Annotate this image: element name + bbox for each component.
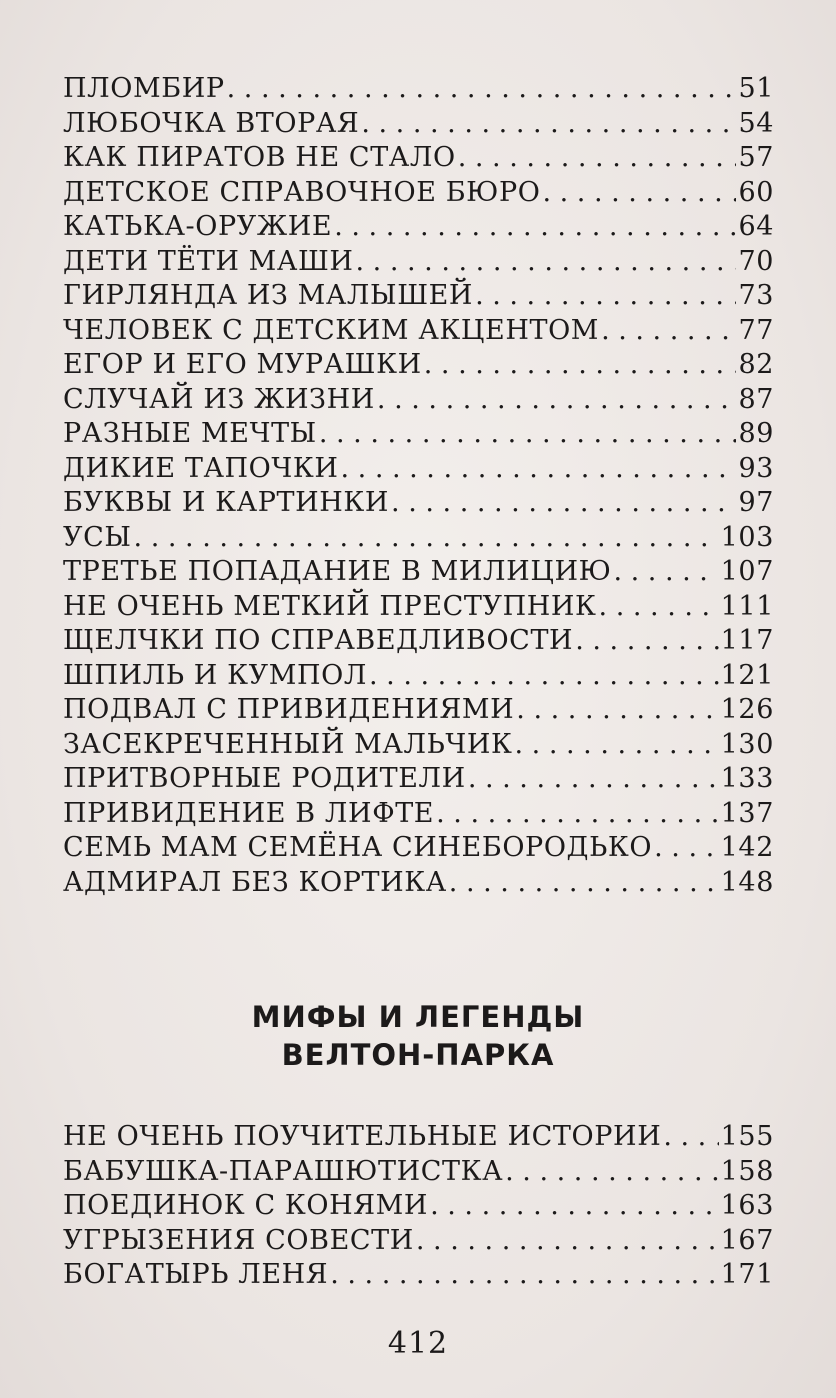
- toc-entry-title: ДЕТСКОЕ СПРАВОЧНОЕ БЮРО: [63, 176, 541, 208]
- toc-entry-page: 54: [738, 107, 774, 139]
- toc-entry-page: 137: [720, 797, 774, 829]
- toc-entry-page: 142: [720, 832, 774, 863]
- toc-entry: [63, 831, 774, 866]
- toc-entry-title: ЗАСЕКРЕЧЕННЫЙ МАЛЬЧИК: [63, 728, 513, 760]
- toc-entry: [63, 728, 774, 763]
- toc-entry: [63, 245, 774, 280]
- toc-entry: [63, 314, 774, 349]
- toc-entry: [63, 797, 774, 832]
- toc-entry-title: ТРЕТЬЕ ПОПАДАНИЕ В МИЛИЦИЮ: [63, 556, 612, 587]
- toc-entry-title: УСЫ: [63, 521, 132, 553]
- toc-entry-title: ЕГОР И ЕГО МУРАШКИ: [63, 349, 422, 380]
- leader-dots: [663, 1120, 718, 1155]
- leader-dots: [369, 659, 719, 694]
- toc-entry: [63, 1189, 774, 1224]
- toc-entry-page: 155: [720, 1121, 774, 1152]
- toc-entry-title: ПОЕДИНОК С КОНЯМИ: [63, 1190, 429, 1221]
- leader-dots: [599, 590, 719, 625]
- leader-dots: [449, 866, 719, 901]
- leader-dots: [330, 1258, 718, 1293]
- toc-entry-page: 73: [738, 280, 774, 311]
- toc-entry-title: СЕМЬ МАМ СЕМЁНА СИНЕБОРОДЬКО: [63, 832, 653, 863]
- leader-dots: [542, 176, 736, 211]
- toc-entry: [63, 659, 774, 694]
- toc-entry: [63, 176, 774, 211]
- toc-entry: [63, 555, 774, 590]
- toc-entry: [63, 72, 774, 107]
- toc-entry: [63, 590, 774, 625]
- leader-dots: [458, 141, 737, 176]
- toc-entry-title: БАБУШКА-ПАРАШЮТИСТКА: [63, 1155, 504, 1187]
- leader-dots: [468, 762, 719, 797]
- toc-entry-page: 89: [738, 418, 774, 449]
- toc-entry-page: 107: [720, 556, 774, 587]
- toc-entry-title: НЕ ОЧЕНЬ ПОУЧИТЕЛЬНЫЕ ИСТОРИИ: [63, 1121, 662, 1152]
- toc-entry-title: ГИРЛЯНДА ИЗ МАЛЫШЕЙ: [63, 280, 474, 311]
- toc-entry-title: ПОДВАЛ С ПРИВИДЕНИЯМИ: [63, 694, 515, 725]
- toc-entry-title: КАК ПИРАТОВ НЕ СТАЛО: [63, 142, 456, 173]
- toc-entry-page: 51: [738, 73, 774, 104]
- toc-entry: [63, 521, 774, 556]
- toc-entry-page: 97: [738, 487, 774, 518]
- toc-entry-title: ШПИЛЬ И КУМПОЛ: [63, 659, 368, 691]
- toc-entry: [63, 1155, 774, 1190]
- toc-entry: [63, 1258, 774, 1293]
- toc-entry-page: 93: [738, 452, 774, 484]
- toc-entry: [63, 417, 774, 452]
- toc-entry-page: 148: [720, 866, 774, 898]
- toc-entry-page: 60: [738, 176, 774, 208]
- section-heading-line-1: МИФЫ И ЛЕГЕНДЫ: [251, 1000, 585, 1034]
- toc-entry: [63, 141, 774, 176]
- leader-dots: [134, 521, 719, 556]
- toc-entry-page: 167: [720, 1224, 774, 1256]
- leader-dots: [430, 1189, 719, 1224]
- toc-entry-page: 163: [720, 1190, 774, 1221]
- toc-entry-page: 126: [720, 694, 774, 725]
- toc-entry-page: 82: [738, 349, 774, 380]
- toc-entry-title: ЧЕЛОВЕК С ДЕТСКИМ АКЦЕНТОМ: [63, 314, 600, 346]
- toc-entry-title: АДМИРАЛ БЕЗ КОРТИКА: [63, 866, 447, 898]
- page-number: 412: [387, 1326, 449, 1361]
- toc-entry: [63, 348, 774, 383]
- toc-entry-title: СЛУЧАЙ ИЗ ЖИЗНИ: [63, 383, 375, 415]
- toc-entry: [63, 210, 774, 245]
- toc-entry-title: НЕ ОЧЕНЬ МЕТКИЙ ПРЕСТУПНИК: [63, 590, 597, 622]
- leader-dots: [424, 348, 737, 383]
- leader-dots: [613, 555, 718, 590]
- toc-entry-page: 57: [738, 142, 774, 173]
- toc-entry-page: 87: [738, 383, 774, 415]
- toc-entry-title: ПЛОМБИР: [63, 73, 225, 104]
- leader-dots: [319, 417, 737, 452]
- toc-entry-title: РАЗНЫЕ МЕЧТЫ: [63, 418, 317, 449]
- toc-entry-page: 77: [738, 314, 774, 346]
- toc-entry: [63, 762, 774, 797]
- toc-entry-title: ПРИТВОРНЫЕ РОДИТЕЛИ: [63, 763, 466, 794]
- leader-dots: [340, 452, 736, 487]
- toc-entry-title: ДИКИЕ ТАПОЧКИ: [63, 452, 339, 484]
- toc-entry-page: 171: [720, 1259, 774, 1290]
- leader-dots: [356, 245, 737, 280]
- leader-dots: [227, 72, 737, 107]
- section-heading: [0, 998, 836, 1074]
- leader-dots: [334, 210, 736, 245]
- leader-dots: [391, 486, 736, 521]
- section-heading-line-2: ВЕЛТОН-ПАРКА: [281, 1038, 555, 1072]
- toc-list-top: [63, 72, 774, 900]
- leader-dots: [436, 797, 719, 832]
- toc-entry: [63, 383, 774, 418]
- toc-entry-page: 70: [738, 245, 774, 277]
- toc-entry: [63, 486, 774, 521]
- toc-entry-page: 158: [720, 1155, 774, 1187]
- toc-entry-title: ПРИВИДЕНИЕ В ЛИФТЕ: [63, 797, 435, 829]
- toc-entry-page: 133: [720, 763, 774, 794]
- toc-entry-page: 111: [720, 590, 774, 622]
- leader-dots: [654, 831, 719, 866]
- toc-entry: [63, 452, 774, 487]
- leader-dots: [575, 624, 718, 659]
- toc-entry-title: БУКВЫ И КАРТИНКИ: [63, 487, 390, 518]
- leader-dots: [361, 107, 736, 142]
- toc-entry-title: ДЕТИ ТЁТИ МАШИ: [63, 245, 354, 277]
- toc-entry-title: БОГАТЫРЬ ЛЕНЯ: [63, 1259, 329, 1290]
- leader-dots: [475, 279, 736, 314]
- toc-list-bottom: [63, 1120, 774, 1293]
- toc-entry-page: 103: [720, 521, 774, 553]
- toc-entry: [63, 693, 774, 728]
- leader-dots: [515, 728, 719, 763]
- toc-entry: [63, 1224, 774, 1259]
- toc-entry-page: 130: [720, 728, 774, 760]
- leader-dots: [505, 1155, 719, 1190]
- toc-entry-page: 121: [720, 659, 774, 691]
- toc-entry-title: ЩЕЛЧКИ ПО СПРАВЕДЛИВОСТИ: [63, 625, 574, 656]
- toc-entry: [63, 624, 774, 659]
- leader-dots: [601, 314, 736, 349]
- toc-entry-page: 117: [720, 625, 774, 656]
- toc-entry: [63, 866, 774, 901]
- leader-dots: [516, 693, 718, 728]
- toc-entry: [63, 279, 774, 314]
- leader-dots: [377, 383, 737, 418]
- leader-dots: [416, 1224, 719, 1259]
- toc-entry-page: 64: [738, 211, 774, 242]
- toc-entry-title: КАТЬКА-ОРУЖИЕ: [63, 211, 333, 242]
- toc-entry-title: УГРЫЗЕНИЯ СОВЕСТИ: [63, 1224, 414, 1256]
- toc-entry: [63, 1120, 774, 1155]
- toc-entry-title: ЛЮБОЧКА ВТОРАЯ: [63, 107, 360, 139]
- toc-entry: [63, 107, 774, 142]
